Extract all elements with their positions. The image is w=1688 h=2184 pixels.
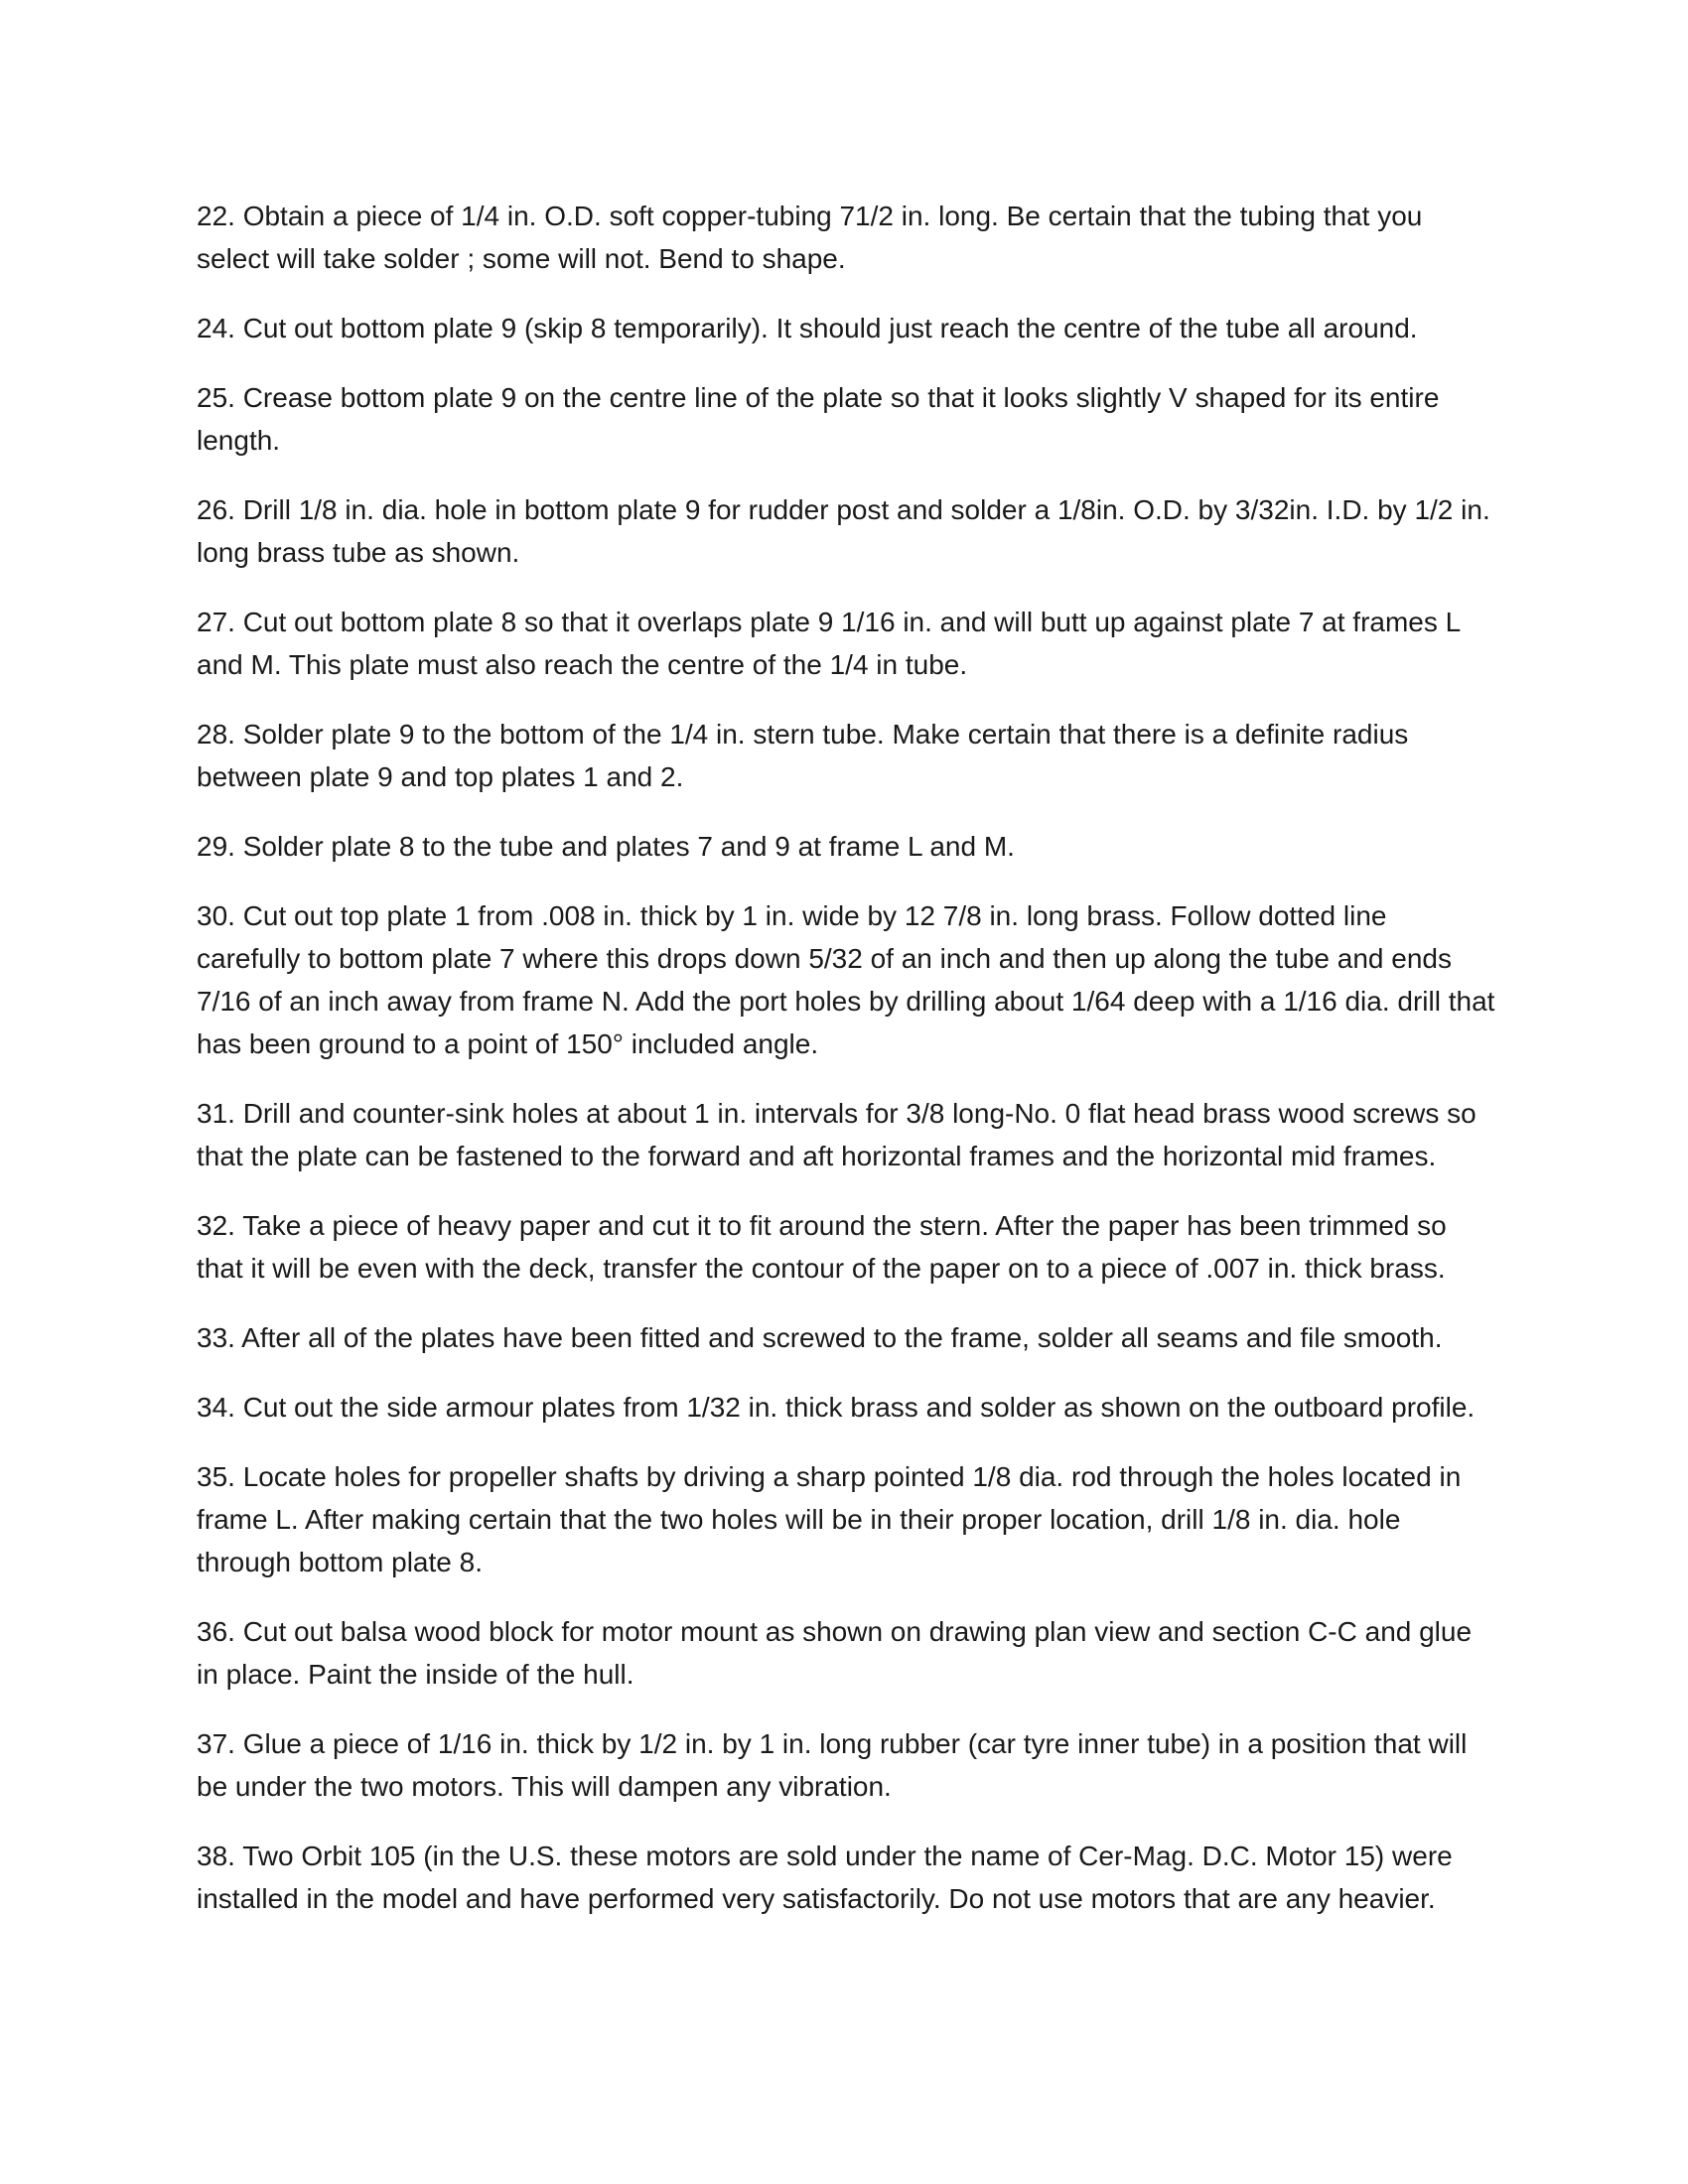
instruction-step-26: 26. Drill 1/8 in. dia. hole in bottom plate 9 for rudder post and solder a 1/8in. O.D. by 3/32in. I.D. by 1/2 in. long brass tube as shown.: [197, 494, 1490, 568]
instruction-step-34: 34. Cut out the side armour plates from 1/32 in. thick brass and solder as shown on the outboard profile.: [197, 1392, 1476, 1423]
instruction-step-33: 33. After all of the plates have been fitted and screwed to the frame, solder all seams and file smooth.: [197, 1322, 1443, 1353]
instructions-body: [197, 195, 1497, 1947]
instruction-step-27: 27. Cut out bottom plate 8 so that it overlaps plate 9 1/16 in. and will butt up against plate 7 at frames L and M. This plate must also reach the centre of the 1/4 in tube.: [197, 607, 1461, 680]
instruction-step-37: 37. Glue a piece of 1/16 in. thick by 1/2 in. by 1 in. long rubber (car tyre inner tube) in a position that will be under the two motors. This will dampen any vibration.: [197, 1728, 1468, 1802]
instruction-step-24: 24. Cut out bottom plate 9 (skip 8 temporarily). It should just reach the centre of the tube all around.: [197, 313, 1418, 343]
instruction-step-30: 30. Cut out top plate 1 from .008 in. thick by 1 in. wide by 12 7/8 in. long brass. Follow dotted line carefully to bottom plate 7 where this drops down 5/32 of an inch and then up along the tube and ends 7/16 of an inch away from frame N. Add the port holes by drilling about 1/64 deep with a 1/16 dia. drill that has been ground to a point of 150° included angle.: [197, 900, 1495, 1059]
instruction-step-28: 28. Solder plate 9 to the bottom of the 1/4 in. stern tube. Make certain that there is a definite radius between plate 9 and top plates 1 and 2.: [197, 719, 1409, 792]
instruction-step-38: 38. Two Orbit 105 (in the U.S. these motors are sold under the name of Cer-Mag. D.C. Motor 15) were installed in the model and have performed very satisfactorily. Do not use motors that are any heavier.: [197, 1841, 1453, 1914]
instruction-step-29: 29. Solder plate 8 to the tube and plates 7 and 9 at frame L and M.: [197, 831, 1015, 862]
instruction-step-35: 35. Locate holes for propeller shafts by driving a sharp pointed 1/8 dia. rod through the holes located in frame L. After making certain that the two holes will be in their proper location, drill 1/8 in. dia. hole through bottom plate 8.: [197, 1461, 1462, 1577]
instruction-step-36: 36. Cut out balsa wood block for motor mount as shown on drawing plan view and section C-C and glue in place. Paint the inside of the hull.: [197, 1616, 1473, 1690]
instruction-step-31: 31. Drill and counter-sink holes at about 1 in. intervals for 3/8 long-No. 0 flat head brass wood screws so that the plate can be fastened to the forward and aft horizontal frames and the horizontal mid frames.: [197, 1098, 1477, 1171]
instruction-step-22: 22. Obtain a piece of 1/4 in. O.D. soft copper-tubing 71/2 in. long. Be certain that the tubing that you select will take solder ; some will not. Bend to shape.: [197, 201, 1423, 274]
instruction-step-25: 25. Crease bottom plate 9 on the centre line of the plate so that it looks slightly V shaped for its entire length.: [197, 382, 1440, 456]
instruction-step-32: 32. Take a piece of heavy paper and cut it to fit around the stern. After the paper has been trimmed so that it will be even with the deck, transfer the contour of the paper on to a piece of .007 in. thick brass.: [197, 1210, 1447, 1284]
